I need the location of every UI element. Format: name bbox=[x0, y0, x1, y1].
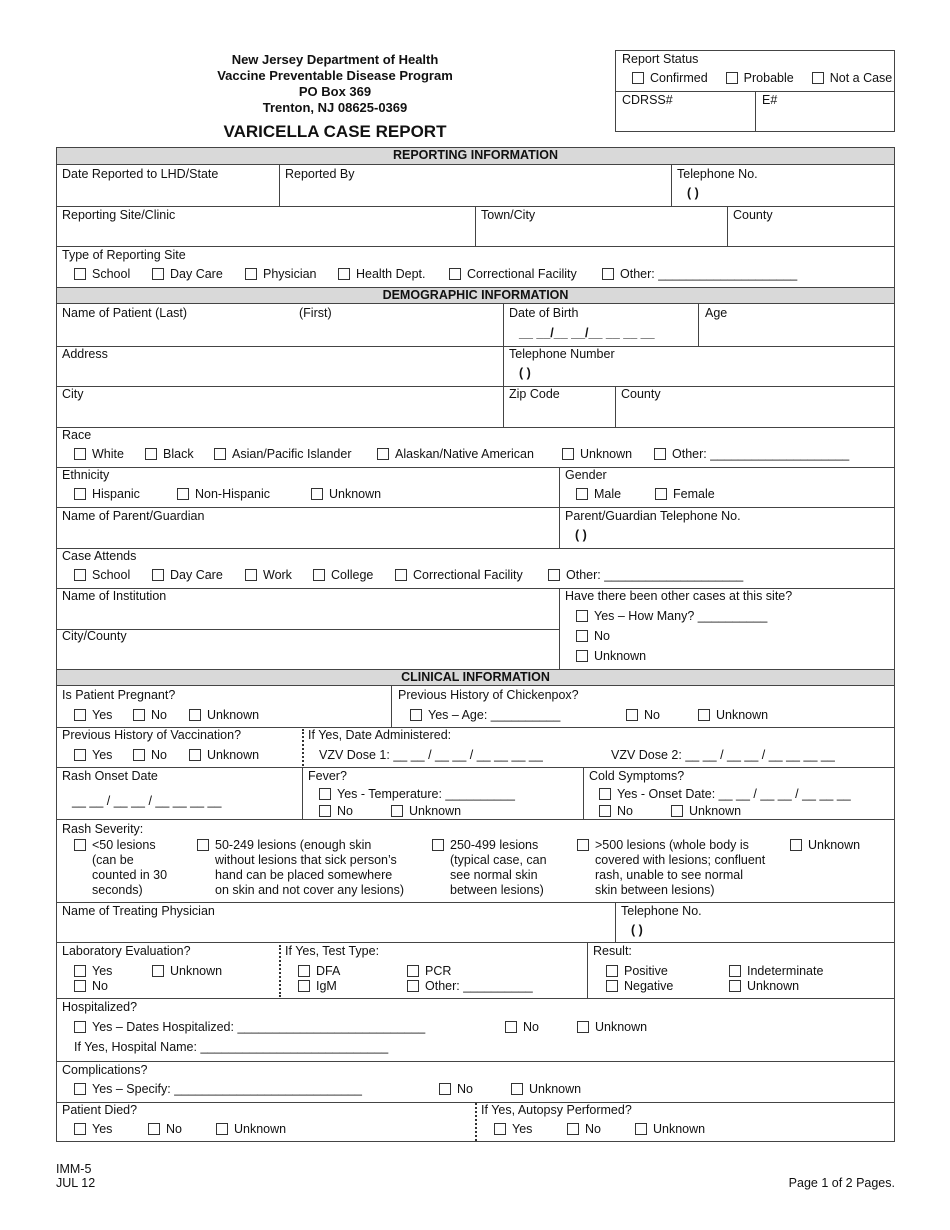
checkbox[interactable] bbox=[602, 268, 614, 280]
severity-lt-50-option[interactable]: <50 lesions (can be counted in 30 seconds) bbox=[74, 838, 167, 898]
autopsy-label: If Yes, Autopsy Performed? bbox=[481, 1103, 632, 1117]
ethnicity-unknown-option[interactable]: Unknown bbox=[311, 487, 381, 501]
form-number: IMM-5 JUL 12 bbox=[56, 1162, 96, 1190]
race-alaskan-option[interactable]: Alaskan/Native American bbox=[377, 447, 534, 461]
type-of-site-label: Type of Reporting Site bbox=[62, 248, 186, 262]
autopsy-unknown-option[interactable]: Unknown bbox=[635, 1122, 705, 1136]
test-other-option[interactable]: Other: __________ bbox=[407, 979, 533, 993]
checkbox[interactable] bbox=[577, 839, 589, 851]
reporting-section-header: REPORTING INFORMATION bbox=[57, 148, 894, 165]
address-field[interactable]: Address bbox=[62, 347, 108, 361]
page-number: Page 1 of 2 Pages. bbox=[788, 1176, 895, 1190]
checkbox[interactable] bbox=[567, 1123, 579, 1135]
patient-telephone-field[interactable]: Telephone Number bbox=[509, 347, 615, 361]
severity-unknown-option[interactable]: Unknown bbox=[790, 838, 860, 853]
gender-male-option[interactable]: Male bbox=[576, 487, 621, 501]
checkbox[interactable] bbox=[606, 980, 618, 992]
hospitalized-unknown-option[interactable]: Unknown bbox=[577, 1020, 647, 1034]
checkbox[interactable] bbox=[74, 1083, 86, 1095]
rash-onset-field[interactable]: Rash Onset Date bbox=[62, 769, 158, 783]
vaccination-yes-option[interactable]: Yes bbox=[74, 748, 112, 762]
attends-correctional-option[interactable]: Correctional Facility bbox=[395, 568, 523, 582]
attends-day-care-option[interactable]: Day Care bbox=[152, 568, 223, 582]
e-number-field[interactable]: E# bbox=[762, 93, 778, 107]
checkbox[interactable] bbox=[133, 749, 145, 761]
pregnant-unknown-option[interactable]: Unknown bbox=[189, 708, 259, 722]
cold-symptoms-label: Cold Symptoms? bbox=[589, 769, 685, 783]
checkbox[interactable] bbox=[338, 268, 350, 280]
checkbox[interactable] bbox=[177, 488, 189, 500]
checkbox[interactable] bbox=[599, 805, 611, 817]
chickenpox-no-option[interactable]: No bbox=[626, 708, 660, 722]
checkbox[interactable] bbox=[439, 1083, 451, 1095]
agency-header bbox=[170, 52, 500, 116]
checkbox[interactable] bbox=[319, 805, 331, 817]
checkbox[interactable] bbox=[576, 650, 588, 662]
status-confirmed-option[interactable]: Confirmed bbox=[632, 71, 708, 85]
reporting-county-field[interactable]: County bbox=[733, 208, 773, 222]
autopsy-no-option[interactable]: No bbox=[567, 1122, 601, 1136]
checkbox[interactable] bbox=[729, 965, 741, 977]
fever-yes-option[interactable]: Yes - Temperature: __________ bbox=[319, 787, 515, 801]
rash-severity-label: Rash Severity: bbox=[62, 822, 144, 836]
checkbox[interactable] bbox=[152, 268, 164, 280]
checkbox[interactable] bbox=[152, 569, 164, 581]
case-attends-label: Case Attends bbox=[62, 549, 137, 563]
checkbox[interactable] bbox=[377, 448, 389, 460]
phone-parens: ( ) bbox=[519, 366, 531, 380]
test-pcr-option[interactable]: PCR bbox=[407, 964, 451, 978]
checkbox[interactable] bbox=[245, 268, 257, 280]
other-cases-label: Have there been other cases at this site? bbox=[565, 589, 793, 603]
parent-name-field[interactable]: Name of Parent/Guardian bbox=[62, 509, 205, 523]
checkbox[interactable] bbox=[790, 839, 802, 851]
status-not-a-case-option[interactable]: Not a Case bbox=[812, 71, 893, 85]
checkbox[interactable] bbox=[626, 709, 638, 721]
site-correctional-option[interactable]: Correctional Facility bbox=[449, 267, 577, 281]
checkbox[interactable] bbox=[74, 268, 86, 280]
severity-250-499-option[interactable]: 250-499 lesions (typical case, can see normal skin between lesions) bbox=[432, 838, 547, 898]
vzv-dose-1-field[interactable]: VZV Dose 1: __ __ / __ __ / __ __ __ __ bbox=[319, 748, 543, 762]
test-dfa-option[interactable]: DFA bbox=[298, 964, 340, 978]
phone-parens: ( ) bbox=[575, 528, 587, 542]
checkbox[interactable] bbox=[74, 448, 86, 460]
site-health-dept-option[interactable]: Health Dept. bbox=[338, 267, 425, 281]
lab-no-option[interactable]: No bbox=[74, 979, 108, 993]
checkbox[interactable] bbox=[812, 72, 824, 84]
vaccination-label: Previous History of Vaccination? bbox=[62, 728, 242, 742]
checkbox[interactable] bbox=[410, 709, 422, 721]
checkbox[interactable] bbox=[494, 1123, 506, 1135]
checkbox[interactable] bbox=[74, 980, 86, 992]
checkbox[interactable] bbox=[505, 1021, 517, 1033]
chickenpox-unknown-option[interactable]: Unknown bbox=[698, 708, 768, 722]
checkbox[interactable] bbox=[432, 839, 444, 851]
agency-name: New Jersey Department of Health bbox=[231, 52, 439, 67]
checkbox[interactable] bbox=[214, 448, 226, 460]
result-label: Result: bbox=[593, 944, 632, 958]
checkbox[interactable] bbox=[313, 569, 325, 581]
program-name: Vaccine Preventable Disease Program bbox=[217, 68, 453, 83]
attends-other-option[interactable]: Other: ____________________ bbox=[548, 568, 743, 582]
gender-label: Gender bbox=[565, 468, 607, 482]
ethnicity-label: Ethnicity bbox=[62, 468, 110, 482]
reported-by-field[interactable]: Reported By bbox=[285, 167, 355, 181]
dob-blanks: __ __/__ __/__ __ __ __ bbox=[519, 326, 655, 340]
checkbox[interactable] bbox=[511, 1083, 523, 1095]
checkbox[interactable] bbox=[74, 839, 86, 851]
checkbox[interactable] bbox=[407, 980, 419, 992]
result-positive-option[interactable]: Positive bbox=[606, 964, 668, 978]
checkbox[interactable] bbox=[311, 488, 323, 500]
other-cases-unknown-option[interactable]: Unknown bbox=[576, 649, 646, 663]
checkbox[interactable] bbox=[74, 965, 86, 977]
form-title: VARICELLA CASE REPORT bbox=[223, 122, 447, 141]
hospitalized-label: Hospitalized? bbox=[62, 1000, 138, 1014]
hospitalized-yes-option[interactable]: Yes – Dates Hospitalized: ___________________________ bbox=[74, 1020, 425, 1034]
lab-yes-option[interactable]: Yes bbox=[74, 964, 112, 978]
site-school-option[interactable]: School bbox=[74, 267, 130, 281]
checkbox[interactable] bbox=[726, 72, 738, 84]
vaccination-date-label: If Yes, Date Administered: bbox=[308, 728, 452, 742]
hospital-name-field[interactable]: If Yes, Hospital Name: ___________________________ bbox=[74, 1040, 389, 1054]
checkbox[interactable] bbox=[74, 1021, 86, 1033]
checkbox[interactable] bbox=[576, 630, 588, 642]
checkbox[interactable] bbox=[577, 1021, 589, 1033]
checkbox[interactable] bbox=[395, 569, 407, 581]
checkbox[interactable] bbox=[729, 980, 741, 992]
race-unknown-option[interactable]: Unknown bbox=[562, 447, 632, 461]
ethnicity-non-hispanic-option[interactable]: Non-Hispanic bbox=[177, 487, 270, 501]
status-probable-option[interactable]: Probable bbox=[726, 71, 794, 85]
checkbox[interactable] bbox=[548, 569, 560, 581]
site-physician-option[interactable]: Physician bbox=[245, 267, 317, 281]
complications-unknown-option[interactable]: Unknown bbox=[511, 1082, 581, 1096]
died-unknown-option[interactable]: Unknown bbox=[216, 1122, 286, 1136]
checkbox[interactable] bbox=[74, 488, 86, 500]
city-county-field[interactable]: City/County bbox=[62, 629, 127, 643]
date-of-birth-field[interactable]: Date of Birth bbox=[509, 306, 579, 320]
checkbox[interactable] bbox=[74, 709, 86, 721]
checkbox[interactable] bbox=[654, 448, 666, 460]
rash-onset-blanks: __ __ / __ __ / __ __ __ __ bbox=[72, 794, 222, 808]
checkbox[interactable] bbox=[133, 709, 145, 721]
cold-yes-option[interactable]: Yes - Onset Date: __ __ / __ __ / __ __ __ bbox=[599, 787, 851, 801]
race-white-option[interactable]: White bbox=[74, 447, 124, 461]
checkbox[interactable] bbox=[74, 569, 86, 581]
zip-code-field[interactable]: Zip Code bbox=[509, 387, 560, 401]
checkbox[interactable] bbox=[189, 749, 201, 761]
case-report-form bbox=[56, 147, 895, 1142]
town-city-field[interactable]: Town/City bbox=[481, 208, 536, 222]
severity-gt-500-option[interactable]: >500 lesions (whole body is covered with lesions; confluent rash, unable to see normal skin between lesions) bbox=[577, 838, 765, 898]
severity-50-249-option[interactable]: 50-249 lesions (enough skin without lesions that sick person’s hand can be placed somewhere on skin and not cover any lesions) bbox=[197, 838, 404, 898]
site-other-option[interactable]: Other: ____________________ bbox=[602, 267, 797, 281]
checkbox[interactable] bbox=[319, 788, 331, 800]
checkbox[interactable] bbox=[576, 610, 588, 622]
checkbox[interactable] bbox=[298, 980, 310, 992]
result-negative-option[interactable]: Negative bbox=[606, 979, 673, 993]
patient-died-label: Patient Died? bbox=[62, 1103, 138, 1117]
checkbox[interactable] bbox=[189, 709, 201, 721]
checkbox[interactable] bbox=[562, 448, 574, 460]
result-unknown-option[interactable]: Unknown bbox=[729, 979, 799, 993]
vzv-dose-2-field[interactable]: VZV Dose 2: __ __ / __ __ / __ __ __ __ bbox=[611, 748, 835, 762]
checkbox[interactable] bbox=[407, 965, 419, 977]
test-type-label: If Yes, Test Type: bbox=[285, 944, 380, 958]
phone-parens: ( ) bbox=[631, 923, 643, 937]
result-indeterminate-option[interactable]: Indeterminate bbox=[729, 964, 823, 978]
race-black-option[interactable]: Black bbox=[145, 447, 194, 461]
reporting-telephone-field[interactable]: Telephone No. bbox=[677, 167, 758, 181]
cold-unknown-option[interactable]: Unknown bbox=[671, 804, 741, 818]
parent-telephone-field[interactable]: Parent/Guardian Telephone No. bbox=[565, 509, 741, 523]
hospitalized-no-option[interactable]: No bbox=[505, 1020, 539, 1034]
checkbox[interactable] bbox=[298, 965, 310, 977]
patient-last-name-field[interactable]: Name of Patient (Last) bbox=[62, 306, 188, 320]
checkbox[interactable] bbox=[391, 805, 403, 817]
fever-no-option[interactable]: No bbox=[319, 804, 353, 818]
checkbox[interactable] bbox=[145, 448, 157, 460]
cdrss-field[interactable]: CDRSS# bbox=[622, 93, 673, 107]
other-cases-no-option[interactable]: No bbox=[576, 629, 610, 643]
patient-first-name-field[interactable]: (First) bbox=[299, 306, 332, 320]
city-field[interactable]: City bbox=[62, 387, 84, 401]
date-reported-field[interactable]: Date Reported to LHD/State bbox=[62, 167, 219, 181]
checkbox[interactable] bbox=[671, 805, 683, 817]
demographic-section-header: DEMOGRAPHIC INFORMATION bbox=[57, 287, 894, 304]
checkbox[interactable] bbox=[599, 788, 611, 800]
clinical-section-header: CLINICAL INFORMATION bbox=[57, 669, 894, 686]
attends-work-option[interactable]: Work bbox=[245, 568, 292, 582]
other-cases-yes-option[interactable]: Yes – How Many? __________ bbox=[576, 609, 767, 623]
pregnant-no-option[interactable]: No bbox=[133, 708, 167, 722]
demographic-county-field[interactable]: County bbox=[621, 387, 661, 401]
checkbox[interactable] bbox=[655, 488, 667, 500]
pregnant-yes-option[interactable]: Yes bbox=[74, 708, 112, 722]
race-label: Race bbox=[62, 428, 92, 442]
checkbox[interactable] bbox=[197, 839, 209, 851]
cold-no-option[interactable]: No bbox=[599, 804, 633, 818]
attends-college-option[interactable]: College bbox=[313, 568, 373, 582]
test-igm-option[interactable]: IgM bbox=[298, 979, 337, 993]
checkbox[interactable] bbox=[449, 268, 461, 280]
race-asian-option[interactable]: Asian/Pacific Islander bbox=[214, 447, 352, 461]
phone-parens: ( ) bbox=[687, 186, 699, 200]
checkbox[interactable] bbox=[698, 709, 710, 721]
checkbox[interactable] bbox=[74, 749, 86, 761]
gender-female-option[interactable]: Female bbox=[655, 487, 715, 501]
autopsy-yes-option[interactable]: Yes bbox=[494, 1122, 532, 1136]
agency-city: Trenton, NJ 08625-0369 bbox=[262, 100, 408, 115]
vaccination-unknown-option[interactable]: Unknown bbox=[189, 748, 259, 762]
checkbox[interactable] bbox=[606, 965, 618, 977]
fever-label: Fever? bbox=[308, 769, 347, 783]
attends-school-option[interactable]: School bbox=[74, 568, 130, 582]
report-status-label: Report Status bbox=[622, 52, 699, 66]
died-yes-option[interactable]: Yes bbox=[74, 1122, 112, 1136]
reporting-site-field[interactable]: Reporting Site/Clinic bbox=[62, 208, 176, 222]
lab-unknown-option[interactable]: Unknown bbox=[152, 964, 222, 978]
checkbox[interactable] bbox=[632, 72, 644, 84]
checkbox[interactable] bbox=[576, 488, 588, 500]
checkbox[interactable] bbox=[74, 1123, 86, 1135]
age-field[interactable]: Age bbox=[705, 306, 728, 320]
po-box: PO Box 369 bbox=[298, 84, 372, 99]
race-other-option[interactable]: Other: ____________________ bbox=[654, 447, 849, 461]
complications-label: Complications? bbox=[62, 1063, 148, 1077]
complications-yes-option[interactable]: Yes – Specify: ___________________________ bbox=[74, 1082, 362, 1096]
checkbox[interactable] bbox=[216, 1123, 228, 1135]
complications-no-option[interactable]: No bbox=[439, 1082, 473, 1096]
chickenpox-label: Previous History of Chickenpox? bbox=[398, 688, 579, 702]
fever-unknown-option[interactable]: Unknown bbox=[391, 804, 461, 818]
checkbox[interactable] bbox=[148, 1123, 160, 1135]
treating-physician-field[interactable]: Name of Treating Physician bbox=[62, 904, 215, 918]
lab-evaluation-label: Laboratory Evaluation? bbox=[62, 944, 191, 958]
checkbox[interactable] bbox=[635, 1123, 647, 1135]
ethnicity-hispanic-option[interactable]: Hispanic bbox=[74, 487, 140, 501]
site-day-care-option[interactable]: Day Care bbox=[152, 267, 223, 281]
vaccination-no-option[interactable]: No bbox=[133, 748, 167, 762]
checkbox[interactable] bbox=[245, 569, 257, 581]
pregnant-label: Is Patient Pregnant? bbox=[62, 688, 176, 702]
physician-telephone-field[interactable]: Telephone No. bbox=[621, 904, 702, 918]
chickenpox-yes-option[interactable]: Yes – Age: __________ bbox=[410, 708, 560, 722]
died-no-option[interactable]: No bbox=[148, 1122, 182, 1136]
checkbox[interactable] bbox=[152, 965, 164, 977]
institution-name-field[interactable]: Name of Institution bbox=[62, 589, 167, 603]
report-status-box bbox=[615, 50, 895, 132]
